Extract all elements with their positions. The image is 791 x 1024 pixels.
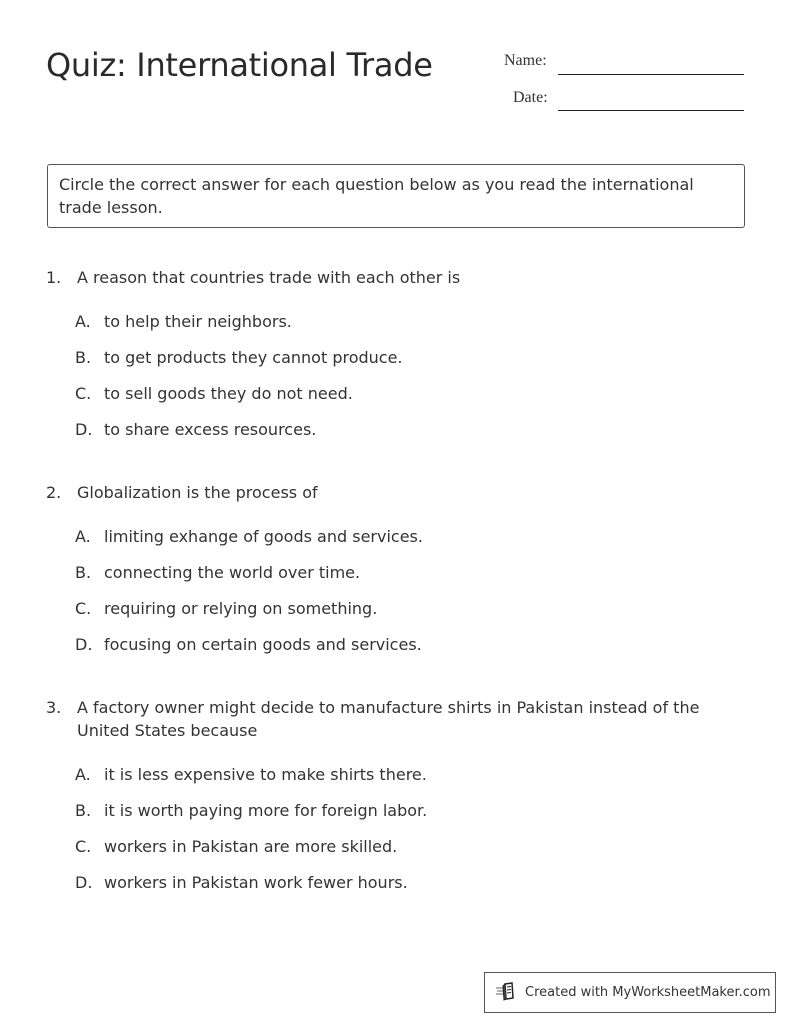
- question-text: A factory owner might decide to manufacture shirts in Pakistan instead of the United States because: [77, 698, 700, 740]
- option-text: focusing on certain goods and services.: [104, 635, 422, 654]
- option-text: requiring or relying on something.: [104, 599, 378, 618]
- option-text: to share excess resources.: [104, 420, 317, 439]
- answer-option[interactable]: [75, 873, 408, 893]
- credit-badge[interactable]: [484, 972, 776, 1013]
- question-text: Globalization is the process of: [77, 483, 318, 502]
- worksheet-logo-icon: [495, 980, 525, 1006]
- name-label: Name:: [504, 52, 547, 69]
- option-letter: B.: [75, 563, 92, 582]
- option-letter: A.: [75, 765, 91, 784]
- answer-option[interactable]: [75, 312, 292, 332]
- option-text: limiting exhange of goods and services.: [104, 527, 423, 546]
- answer-option[interactable]: [75, 765, 427, 785]
- answer-option[interactable]: [75, 348, 403, 368]
- answer-option[interactable]: [75, 384, 353, 404]
- question-number: 3.: [46, 698, 62, 717]
- answer-option[interactable]: [75, 563, 360, 583]
- instructions-box: Circle the correct answer for each question below as you read the international trade lesson.: [47, 164, 745, 228]
- option-text: it is worth paying more for foreign labor.: [104, 801, 428, 820]
- option-text: it is less expensive to make shirts there.: [104, 765, 427, 784]
- question-text: A reason that countries trade with each other is: [77, 268, 461, 287]
- option-letter: C.: [75, 599, 92, 618]
- option-text: to get products they cannot produce.: [104, 348, 403, 367]
- option-letter: D.: [75, 873, 93, 892]
- option-letter: D.: [75, 420, 93, 439]
- option-text: to sell goods they do not need.: [104, 384, 353, 403]
- option-text: connecting the world over time.: [104, 563, 361, 582]
- option-letter: A.: [75, 312, 91, 331]
- answer-option[interactable]: [75, 801, 427, 821]
- name-field[interactable]: [558, 74, 744, 75]
- option-letter: B.: [75, 348, 92, 367]
- page-title: Quiz: International Trade: [46, 46, 433, 84]
- credit-text: Created with MyWorksheetMaker.com: [525, 985, 771, 1000]
- option-text: workers in Pakistan are more skilled.: [104, 837, 398, 856]
- answer-option[interactable]: [75, 635, 422, 655]
- answer-option[interactable]: [75, 837, 397, 857]
- question-number: 1.: [46, 268, 62, 287]
- option-letter: D.: [75, 635, 93, 654]
- option-letter: C.: [75, 384, 92, 403]
- option-letter: A.: [75, 527, 91, 546]
- option-letter: B.: [75, 801, 92, 820]
- date-field[interactable]: [558, 110, 744, 111]
- date-label: Date:: [513, 89, 548, 106]
- answer-option[interactable]: [75, 599, 377, 619]
- option-letter: C.: [75, 837, 92, 856]
- option-text: to help their neighbors.: [104, 312, 292, 331]
- answer-option[interactable]: [75, 420, 316, 440]
- answer-option[interactable]: [75, 527, 423, 547]
- option-text: workers in Pakistan work fewer hours.: [104, 873, 408, 892]
- question-number: 2.: [46, 483, 62, 502]
